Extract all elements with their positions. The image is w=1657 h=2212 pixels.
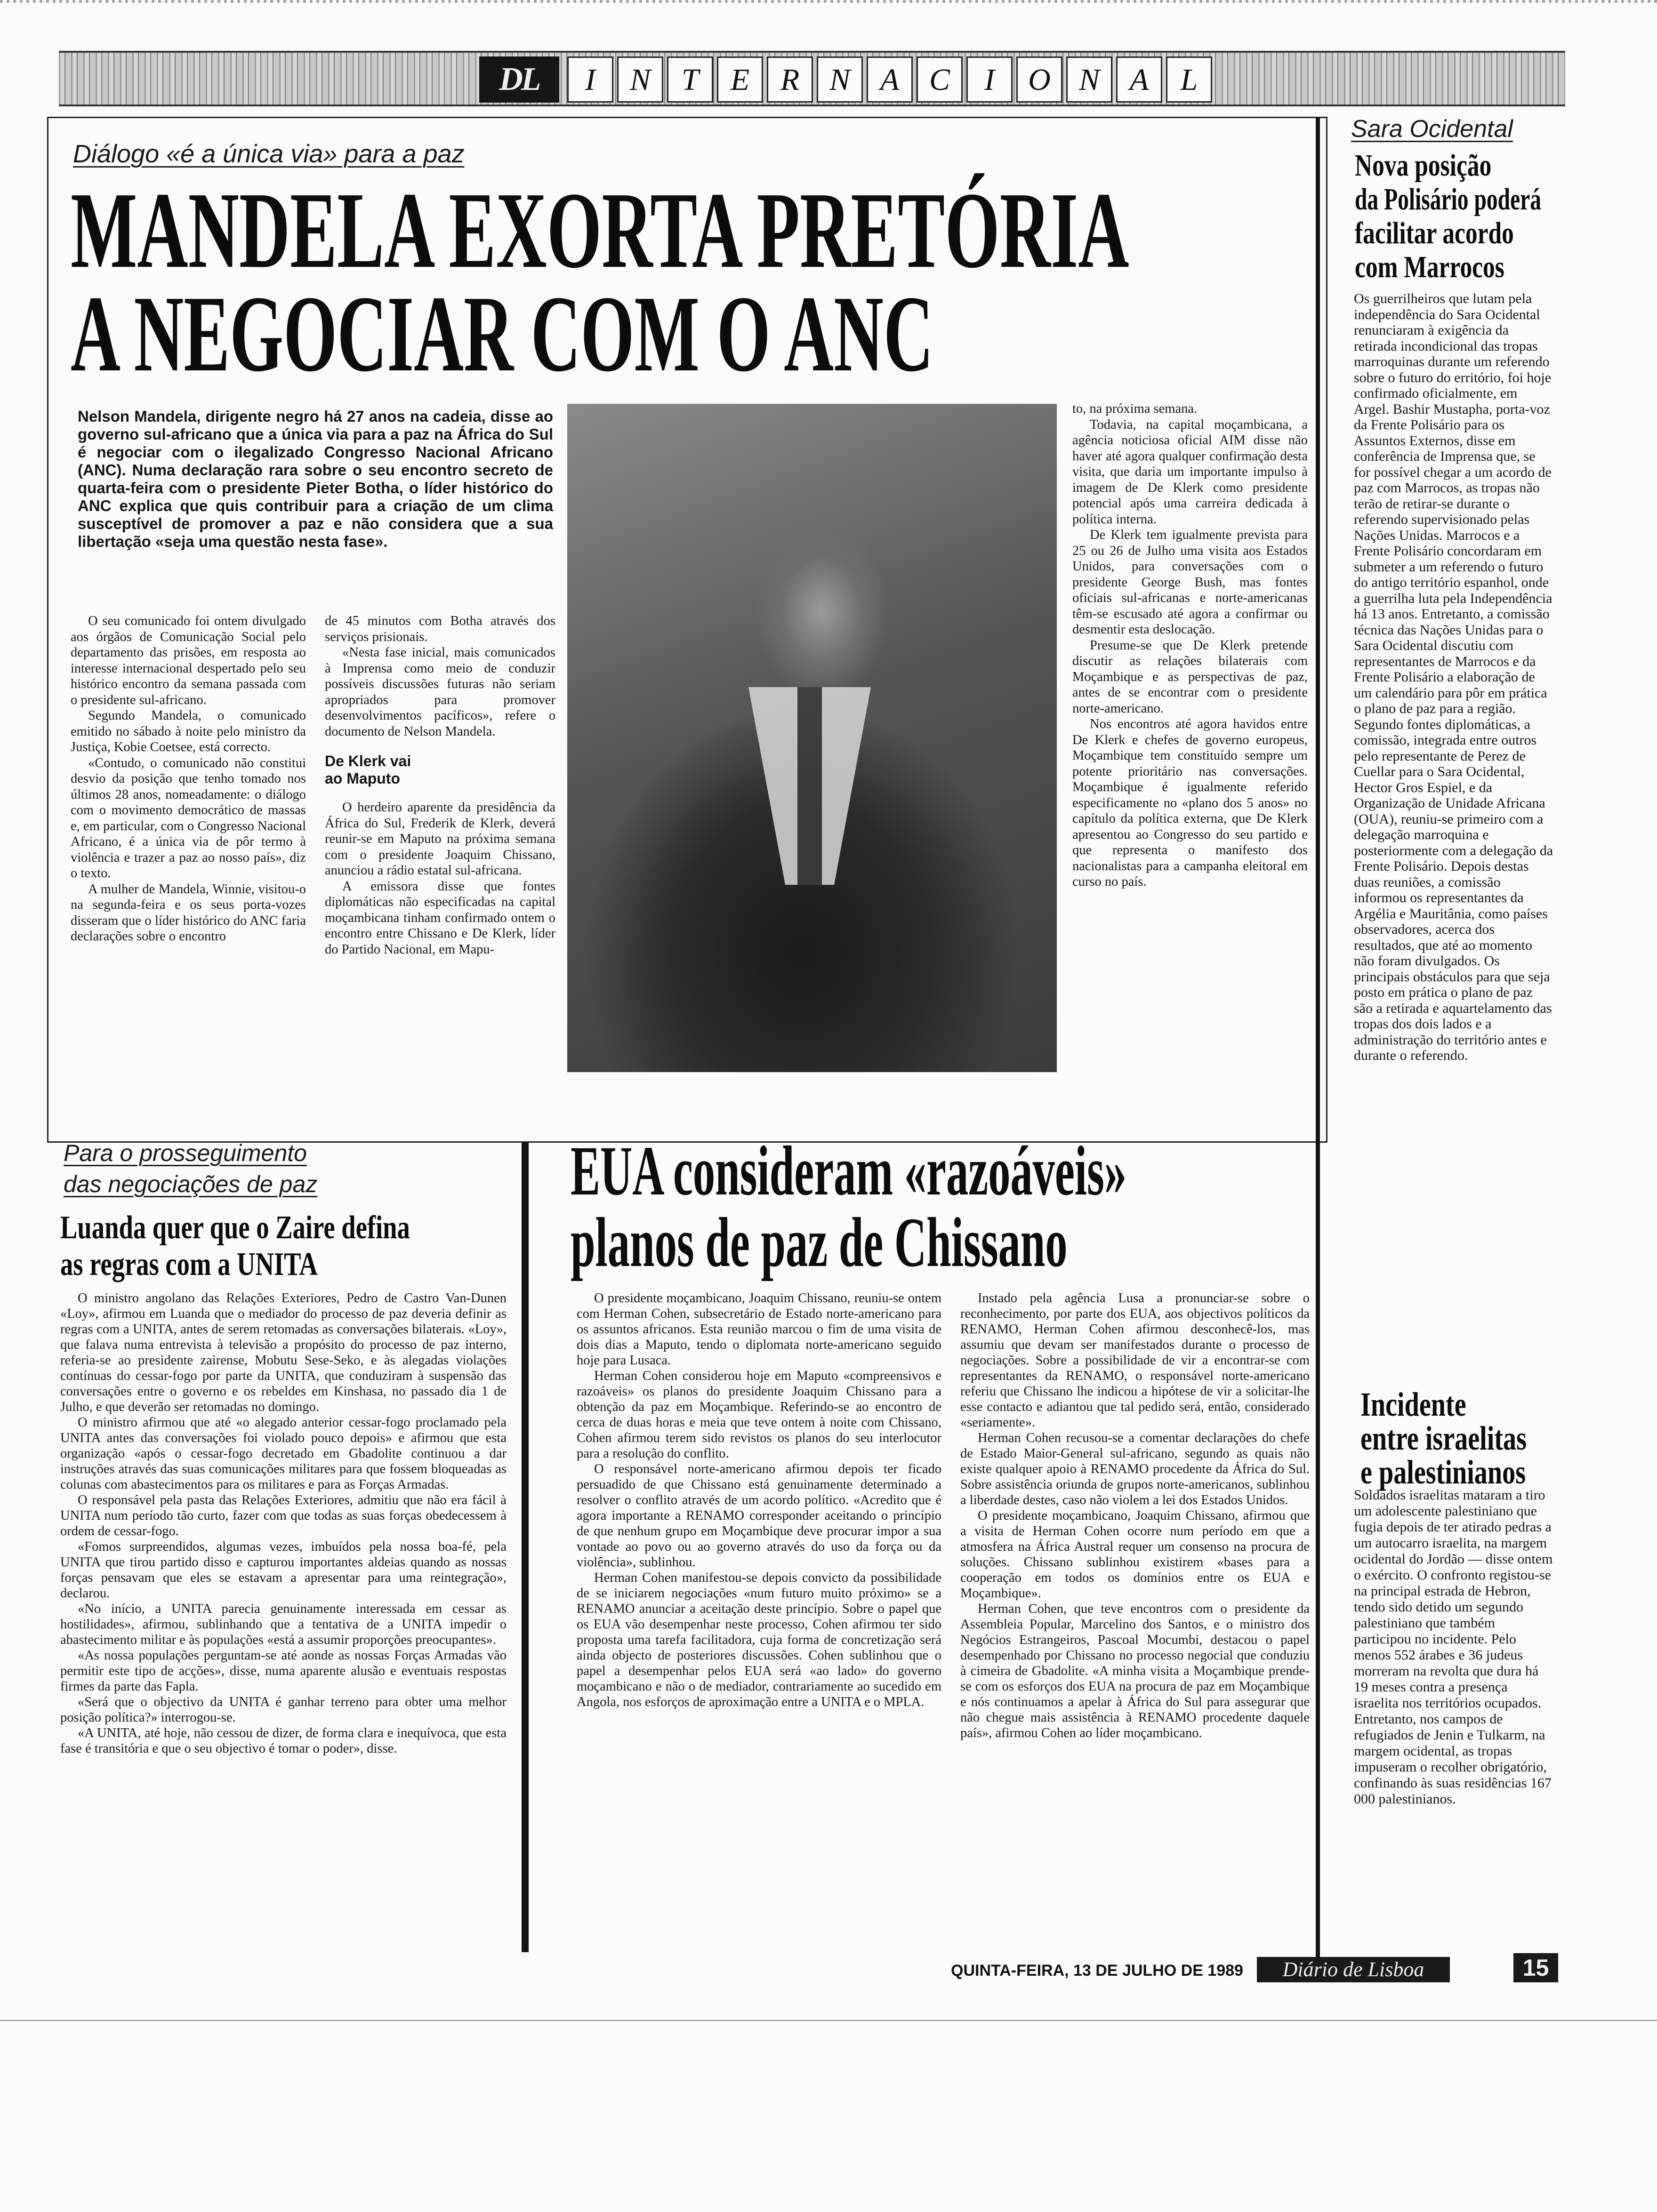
main-headline-line-2: A NEGOCIAR COM O ANC <box>71 273 933 394</box>
sara-headline: Nova posição da Polisário poderá facilitar acordo com Marrocos <box>1355 148 1542 284</box>
luanda-kicker-2: das negociações de paz <box>64 1171 318 1197</box>
main-col-3: to, na próxima semana. Todavia, na capital moçambicana, a agência noticiosa oficial AIM disse não haver até agora qualquer confirmação desta visita, que daria um importante impulso à imagem de De Klerk como presidente potencial após uma carreira dedicada à política interna. De Klerk tem igualmente prevista para 25 ou 26 de Julho uma visita aos Estados Unidos, para conversações com o presidente George Bush, mas fontes oficiais sul-africanas e norte-americanas têm-se escusado até agora a confirmar ou desmentir esta deslocação. Presume-se que De Klerk pretende discutir as relações bilaterais com Moçambique e as perspectivas de paz, antes de se encontrar com o presidente norte-americano. Nos encontros até agora havidos entre De Klerk e chefes de governo europeus, Moçambique tem constituído sempre um potente prioritário nas conversações. Moçambique é igualmente referido especificamente no «plano dos 5 anos» no capítulo da política externa, que De Klerk apresentou ao Congresso do seu partido e que representa o manifesto dos nacionalistas para a campanha eleitoral em curso no país. <box>1072 401 1308 889</box>
main-kicker: Diálogo «é a única via» para a paz <box>73 140 465 168</box>
sara-body: Os guerrilheiros que lutam pela independência do Sara Ocidental renunciaram à exigência da retirada incondicional das tropas marroquinas durante um referendo sobre o futuro do erritório, foi hoje confirmado oficialmente, em Argel. Bashir Mustapha, porta-voz da Frente Polisário para os Assuntos Externos, disse em conferência de Imprensa que, se for possível chegar a um acordo de paz com Marrocos, as tropas não terão de retirar-se durante o referendo supervisionado pelas Nações Unidas. Marrocos e a Frente Polisário concordaram em submeter a um referendo o futuro do antigo território espanhol, onde a guerrilha luta pela Independência há 13 anos. Entretanto, a comissão técnica das Nações Unidas para o Sara Ocidental discutiu com representantes de Marrocos e da Frente Polisário a elaboração de um calendário para pôr em prática o plano de paz para a região. Segundo fontes diplomáticas, a comissão, integrada entre outros pelo representante de Perez de Cuellar para o Sara Ocidental, Hector Gros Espiel, e da Organização de Unidade Africana (OUA), reuniu-se primeiro com a delegação marroquina e posteriormente com a delegação da Frente Polisário. Depois destas duas reuniões, a comissão informou os representantes da Argélia e Mauritânia, como países observadores, acerca dos resultados, que até ao momento não foram divulgados. Os principais obstáculos para que seja posto em prática o plano de paz são a retirada e aquartelamento das tropas dos dois lados e a administração do território antes e durante o referendo. <box>1354 291 1553 1063</box>
eua-col-1: O presidente moçambicano, Joaquim Chissano, reuniu-se ontem com Herman Cohen, subsecretário de Estado norte-americano para os assuntos africanos. Esta reunião marcou o fim de uma visita de dois dias a Maputo, tendo o diplomata norte-americano seguido hoje para Lusaca. Herman Cohen considerou hoje em Maputo «compreensivos e razoáveis» os planos do presidente Joaquim Chissano para a obtenção da paz em Moçambique. Referindo-se ao encontro de cerca de duas horas e meia que teve ontem à noite com Chissano, Cohen afirmou terem sido revistos os planos do seu interlocutor para a resolução do conflito. O responsável norte-americano afirmou depois ter ficado persuadido de que Chissano está genuinamente determinado a resolver o conflito através de um acordo político. «Acredito que é agora importante a RENAMO corresponder aceitando o princípio de que nenhum grupo em Moçambique deve procurar impor a sua vontade ao povo ou ao governo através do uso da força ou da violência», sublinhou. Herman Cohen manifestou-se depois convicto da possibilidade de se iniciarem negociações «num futuro muito próximo» se a RENAMO anunciar a aceitação deste princípio. Sobre o papel que os EUA vão desempenhar neste processo, Cohen afirmou ter sido proposta uma tarefa facilitadora, cuja forma de concretização será ainda objecto de posteriores discussões. Cohen sublinhou que o papel a desempenhar pelos EUA será «ao lado» do governo moçambicano e não o de mediador, contrariamente ao sucedido em Angola, nos esforços de aproximação entre a UNITA e o MPLA. <box>577 1291 941 1709</box>
luanda-kicker-1: Para o prosseguimento <box>64 1140 307 1166</box>
section-letter: T <box>667 56 713 103</box>
eua-col-2: Instado pela agência Lusa a pronunciar-se sobre o reconhecimento, por parte dos EUA, aos objectivos políticos da RENAMO, Herman Cohen afirmou desconhecê-los, mas assumiu que devam ser manifestados durante o processo de negociações. Sobre a possibilidade de vir a encontrar-se com representantes da RENAMO, o responsável norte-americano referiu que Chissano lhe indicou a hipótese de vir a solicitar-lhe esse contacto e adiantou que tal pedido será, então, considerado «seriamente». Herman Cohen recusou-se a comentar declarações do chefe de Estado Maior-General sul-africano, segundo as quais não existe qualquer apoio à RENAMO procedente da África do Sul. Sobre assistência oriunda de grupos norte-americanos, sublinhou a liberdade destes, caso não violem a lei dos Estados Unidos. O presidente moçambicano, Joaquim Chissano, afirmou que a visita de Herman Cohen ocorre num período em que a atmosfera na África Austral requer um consenso na procura de soluções. Chissano sublinhou existirem «bases para a cooperação em todos os domínios entre os EUA e Moçambique». Herman Cohen, que teve encontros com o presidente da Assembleia Popular, Marcelino dos Santos, e o ministro dos Negócios Estrangeiros, Pascoal Mocumbi, destacou o papel desempenhado por Chissano no processo negocial que conduziu à cimeira de Gbadolite. «A minha visita a Moçambique prende-se com os esforços dos EUA na procura de paz em Moçambique e nós continuamos a apelar à África do Sul para assegurar que não chegue mais assistência à RENAMO procedente daquele país», afirmou Cohen ao líder moçambicano. <box>960 1291 1310 1740</box>
newspaper-logo: DL <box>479 56 559 103</box>
section-letter: E <box>717 56 763 103</box>
main-col-2: de 45 minutos com Botha através dos serviços prisionais. «Nesta fase inicial, mais comunicados à Imprensa como meio de conduzir possíveis discussões futuras não seriam apropriados para promover desenvolvimentos pacíficos», refere o documento de Nelson Mandela. De Klerk vai ao Maputo O herdeiro aparente da presidência da África do Sul, Frederik de Klerk, deverá reunir-se em Maputo na próxima semana com o presidente Joaquim Chissano, anunciou a rádio estatal sul-africana. A emissora disse que fontes diplomáticas não especificadas na capital moçambicana tinham confirmado ontem o encontro entre Chissano e De Klerk, líder do Partido Nacional, em Mapu- <box>325 614 555 957</box>
main-lead: Nelson Mandela, dirigente negro há 27 anos na cadeia, disse ao governo sul-africano que a única via para a paz na África do Sul é negociar com o ilegalizado Congresso Nacional Africano (ANC). Numa declaração rara sobre o seu encontro secreto de quarta-feira com o presidente Pieter Botha, o líder histórico do ANC explica que quis contribuir para a criação de um clima susceptível de promover a paz e não considera que a sua libertação «seja uma questão nesta fase». <box>78 408 553 550</box>
subhead-de-klerk: De Klerk vai ao Maputo <box>325 753 411 787</box>
luanda-headline-1: Luanda quer que o Zaire defina <box>60 1210 410 1246</box>
eua-rule <box>522 1143 529 1952</box>
luanda-headline-2: as regras com a UNITA <box>60 1246 318 1282</box>
main-headline-line-1: MANDELA EXORTA PRETÓRIA <box>71 170 1129 291</box>
incidente-body: Soldados israelitas mataram a tiro um adolescente palestiniano que fugia depois de ter atirado pedras a um autocarro israelita, na margem ocidental do Jordão — disse ontem o exército. O confronto registou-se na principal estrada de Hebron, tendo sido detido um segundo palestiniano que também participou no incidente. Pelo menos 552 árabes e 36 judeus morreram na revolta que dura há 19 meses contra a presença israelita nos territórios ocupados. Entretanto, nos campos de refugiados de Jenin e Tulkarm, na margem ocidental, as tropas impuseram o recolher obrigatório, confinando às suas residências 167 000 palestinianos. <box>1354 1487 1553 1807</box>
section-letter: I <box>567 56 613 103</box>
footer-date: QUINTA-FEIRA, 13 DE JULHO DE 1989 <box>951 1962 1243 1980</box>
footer-paper-name: Diário de Lisboa <box>1257 1957 1450 1982</box>
right-column-rule <box>1316 118 1320 1958</box>
section-letter: L <box>1166 56 1212 103</box>
sara-kicker: Sara Ocidental <box>1351 115 1513 143</box>
scan-artifact-line <box>0 2020 1657 2021</box>
section-letter: N <box>617 56 663 103</box>
section-title <box>567 56 1216 103</box>
section-letter: N <box>1066 56 1112 103</box>
section-letter: I <box>966 56 1013 103</box>
scan-artifact <box>0 0 1657 3</box>
section-letter: O <box>1016 56 1062 103</box>
section-letter: N <box>817 56 863 103</box>
section-letter: R <box>767 56 813 103</box>
eua-headline-2: planos de paz de Chissano <box>571 1203 1068 1282</box>
section-letter: A <box>1116 56 1162 103</box>
main-col-1: O seu comunicado foi ontem divulgado aos órgãos de Comunicação Social pelo departamento das prisões, em resposta ao interesse internacional despertado pelo seu histórico encontro da semana passada com o presidente sul-africano. Segundo Mandela, o comunicado emitido no sábado à noite pelo ministro da Justiça, Kobie Coetsee, está correcto. «Contudo, o comunicado não constitui desvio da posição que tenho tomado nos últimos 28 anos, nomeadamente: o diálogo com o movimento democrático de massas e, em particular, com o Congresso Nacional Africano, é a única via de pôr termo à violência e trazer a paz ao nosso país», diz o texto. A mulher de Mandela, Winnie, visitou-o na segunda-feira e os seus porta-vozes disseram que o líder histórico do ANC faria declarações sobre o encontro <box>71 614 306 944</box>
section-letter: C <box>917 56 963 103</box>
incidente-headline: Incidente entre israelitas e palestinianos <box>1360 1386 1527 1491</box>
eua-headline-1: EUA consideram «razoáveis» <box>571 1132 1127 1210</box>
section-letter: A <box>867 56 913 103</box>
luanda-body: O ministro angolano das Relações Exteriores, Pedro de Castro Van-Dunen «Loy», afirmou em Luanda que o mediador do processo de paz deveria definir as regras com a UNITA, antes de serem retomadas as conversações bilaterais. «Loy», que falava numa entrevista à televisão a propósito do processo de paz interno, referia-se ao presidente zairense, Mobutu Sese-Seko, e às alegadas violações contínuas do cessar-fogo por parte da UNITA, que conduziram à suspensão das conversações entre o governo e os rebeldes em Kinshasa, no passado dia 1 de Julho, e que deverão ser retomadas no domingo. O ministro afirmou que até «o alegado anterior cessar-fogo proclamado pela UNITA antes das conversações foi violado pouco depois» e afirmou que esta organização «após o cessar-fogo decretado em Gbadolite continuou a dar instruções através das suas comunicações militares para que fossem bloqueadas as colunas com abastecimentos para os militares e para as Forças Armadas. O responsável pela pasta das Relações Exteriores, admitiu que não era fácil à UNITA num período tão curto, fazer com que todas as suas forças obedecessem à ordem de cessar-fogo. «Fomos surpreendidos, algumas vezes, imbuídos pela nossa boa-fé, pela UNITA que tirou partido disso e capturou importantes aldeias quando as nossas forças pensavam que eles se estavam a apresentar para uma reintegração», declarou. «No início, a UNITA parecia genuinamente interessada em cessar as hostilidades», afirmou, sublinhando que a tentativa de a UNITA impedir o abastecimento militar e às populações «está a assumir proporções preocupantes». «As nossa populações perguntam-se até aonde as nossas Forças Armadas vão permitir este tipo de acções», disse, numa aparente alusão e eventuais respostas firmes da parte das Fapla. «Será que o objectivo da UNITA é ganhar terreno para obter uma melhor posição política?» interrogou-se. «A UNITA, até hoje, não cessou de dizer, de forma clara e inequívoca, que esta fase é transitória e que o seu objectivo é tomar o poder», disse. <box>60 1291 507 1756</box>
page-number: 15 <box>1513 1953 1558 1982</box>
